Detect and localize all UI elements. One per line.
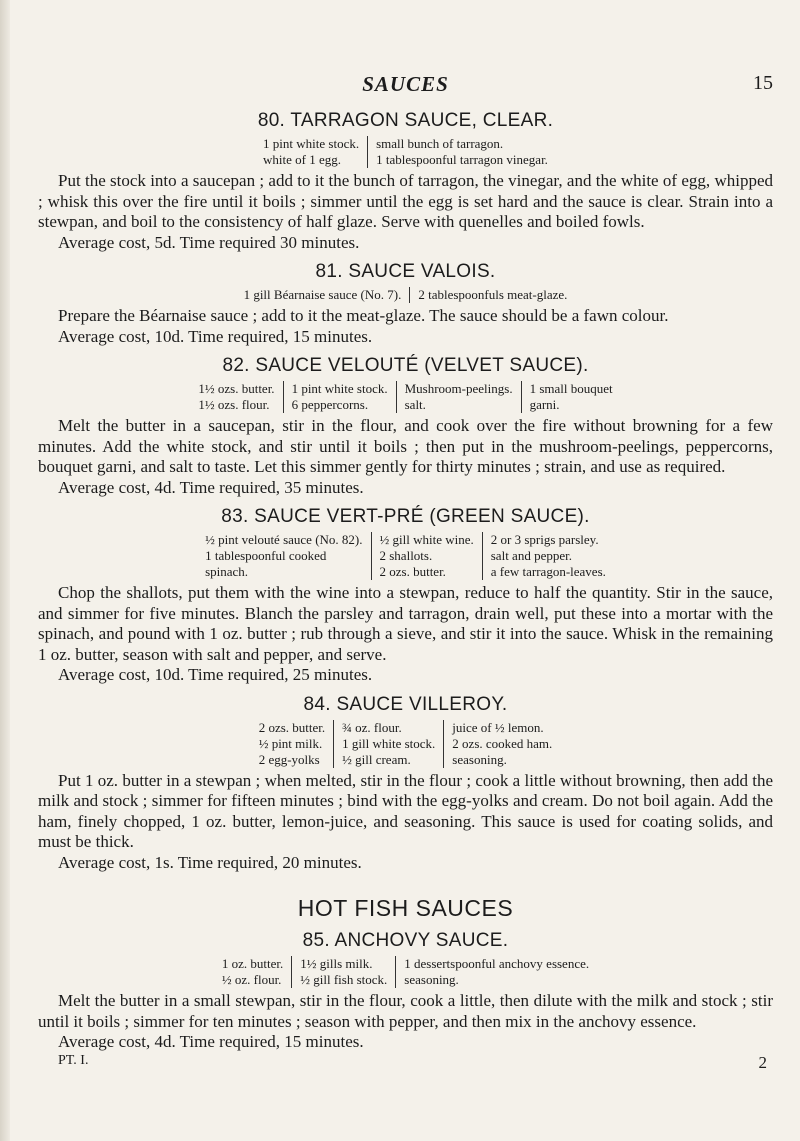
recipe-title: 84. SAUCE VILLEROY. [303,693,508,715]
ingredient-item: 1 pint white stock. [263,136,360,151]
ingredient-item: 1 tablespoonful cooked [205,548,327,563]
ingredient-column [197,532,370,580]
recipe-method: Chop the shallots, put them with the wine into a stewpan, reduce to half the quantity. Stir in the sauce, and simmer for five minutes. Blanch the parsley and tarragon, drain well, put these into a mortar with the spinach, and pound with 1 oz. butter ; rub through a sieve, and stir it into the sauce. Whisk in the remaining 1 oz. butter, season with salt and pepper, and serve. [38,583,773,664]
ingredient-column [333,720,443,768]
recipe-method: Melt the butter in a small stewpan, stir in the flour, cook a little, then dilute with the milk and stock ; stir until it boils ; simmer for ten minutes ; season with pepper, and then mix in the anchovy essence. [38,991,773,1031]
ingredient-item: 1 dessertspoonful anchovy essence. [404,956,590,971]
ingredient-item: 2 ozs. butter. [258,719,326,735]
ingredient-item: 2 ozs. cooked ham. [452,735,553,751]
ingredient-item: 1½ ozs. flour. [198,397,270,412]
running-title: SAUCES [362,72,449,96]
ingredient-list [38,287,773,303]
ingredient-list [38,956,773,988]
ingredient-item: small bunch of tarragon. [376,136,504,151]
ingredient-item: 1 small bouquet [529,381,613,396]
ingredient-item: ½ pint milk. [258,735,323,751]
ingredient-item: ½ gill cream. [342,751,411,767]
ingredient-item: 2 ozs. butter. [379,564,446,579]
recipe-title: 85. ANCHOVY SAUCE. [302,930,509,951]
recipe-title: 83. SAUCE VERT-PRÉ (GREEN SAUCE). [221,506,590,527]
recipe [38,930,773,1053]
recipe [38,261,773,347]
ingredient-item: 1½ ozs. butter. [198,381,275,396]
recipe-cost-time: Average cost, 10d. Time required, 15 minutes. [58,326,373,346]
ingredient-item: spinach. [205,564,249,579]
ingredient-column [409,287,575,303]
ingredient-item: 2 egg-yolks [258,751,320,767]
ingredient-column [482,532,614,580]
ingredient-item: ½ oz. flour. [221,972,282,987]
recipe-title: 81. SAUCE VALOIS. [315,261,496,282]
ingredient-item: ½ gill white wine. [379,532,474,547]
ingredient-list [38,720,773,768]
ingredient-column [283,381,396,413]
recipe [38,110,773,253]
section-title: HOT FISH SAUCES [297,895,514,921]
ingredient-item: seasoning. [452,751,507,767]
ingredient-column [214,956,291,988]
ingredient-item: a few tarragon-leaves. [490,564,606,579]
ingredient-column [396,381,521,413]
ingredient-column [291,956,395,988]
page-header [38,62,773,102]
ingredient-list [38,381,773,413]
recipe-title: 80. TARRAGON SAUCE, CLEAR. [257,110,554,131]
ingredient-list [38,136,773,168]
ingredient-item: 2 tablespoonfuls meat-glaze. [418,287,568,302]
recipe-cost-time: Average cost, 1s. Time required, 20 minutes. [58,852,362,872]
ingredient-list [38,532,773,580]
page-binding-shadow [0,0,10,1141]
recipe-cost-time: Average cost, 4d. Time required, 35 minutes. [58,477,364,497]
ingredient-item: 2 shallots. [379,548,433,563]
ingredient-column [371,532,482,580]
ingredient-column [521,381,621,413]
recipe [38,694,773,874]
section-recipe-list [38,930,773,1053]
ingredient-item: juice of ½ lemon. [452,719,544,735]
recipe-method: Melt the butter in a saucepan, stir in the flour, and cook over the fire without browning for a few minutes. Add the white stock, and stir until it boils ; then put in the mushroom-peelings, peppercorns, bouquet garni, and salt to taste. Let this simmer gently for thirty minutes ; strain, and use as required. [38,416,773,476]
page-number: 15 [753,72,773,94]
ingredient-item: ½ gill fish stock. [300,972,388,987]
ingredient-item: Mushroom-peelings. [404,381,513,396]
recipe-method: Put 1 oz. butter in a stewpan ; when melted, stir in the flour ; cook a little without browning, then add the milk and stock ; simmer for fifteen minutes ; bind with the egg-yolks and cream. Do not boil again. Add the ham, finely chopped, 1 oz. butter, lemon-juice, and seasoning. This sauce is used for coating solids, and must be thick. [38,770,773,851]
ingredient-item: white of 1 egg. [263,152,342,167]
signature-mark: PT. I. [58,1052,89,1068]
recipe-method: Prepare the Béarnaise sauce ; add to it the meat-glaze. The sauce should be a fawn colour. [58,306,669,325]
ingredient-column [255,136,367,168]
ingredient-item: 1 gill white stock. [342,735,436,751]
recipe-title: 82. SAUCE VELOUTÉ (VELVET SAUCE). [222,355,589,376]
ingredient-item: 1 gill Béarnaise sauce (No. 7). [243,287,402,302]
recipe [38,506,773,686]
ingredient-item: 2 or 3 sprigs parsley. [490,532,599,547]
ingredient-item: 1 oz. butter. [221,956,284,971]
ingredient-column [395,956,597,988]
recipe [38,355,773,498]
sheet-number: 2 [758,1052,767,1072]
ingredient-column [251,720,333,768]
ingredient-column [236,287,410,303]
page-footer [38,1053,773,1073]
ingredient-item: garni. [529,397,560,412]
ingredient-item: ½ pint velouté sauce (No. 82). [205,532,363,547]
ingredient-item: 1 tablespoonful tarragon vinegar. [376,152,548,167]
ingredient-item: 6 peppercorns. [291,397,369,412]
ingredient-column [367,136,556,168]
recipe-list [38,110,773,873]
ingredient-item: salt. [404,397,426,412]
ingredient-item: salt and pepper. [490,548,572,563]
ingredient-item: 1 pint white stock. [291,381,388,396]
ingredient-column [190,381,282,413]
ingredient-item: 1½ gills milk. [300,956,373,971]
recipe-cost-time: Average cost, 5d. Time required 30 minutes. [58,232,360,252]
recipe-method: Put the stock into a saucepan ; add to it the bunch of tarragon, the vinegar, and the white of egg, whipped ; whisk this over the fire until it boils ; simmer until the egg is set hard and the sauce is clear. Strain into a stewpan, and boil to the consistency of half glaze. Serve with quenelles and boiled fowls. [38,171,773,231]
ingredient-item: ¾ oz. flour. [342,719,402,735]
ingredient-column [443,720,560,768]
recipe-cost-time: Average cost, 10d. Time required, 25 minutes. [58,665,373,684]
book-page [38,62,773,1073]
recipe-cost-time: Average cost, 4d. Time required, 15 minutes. [58,1032,364,1051]
ingredient-item: seasoning. [404,972,459,987]
